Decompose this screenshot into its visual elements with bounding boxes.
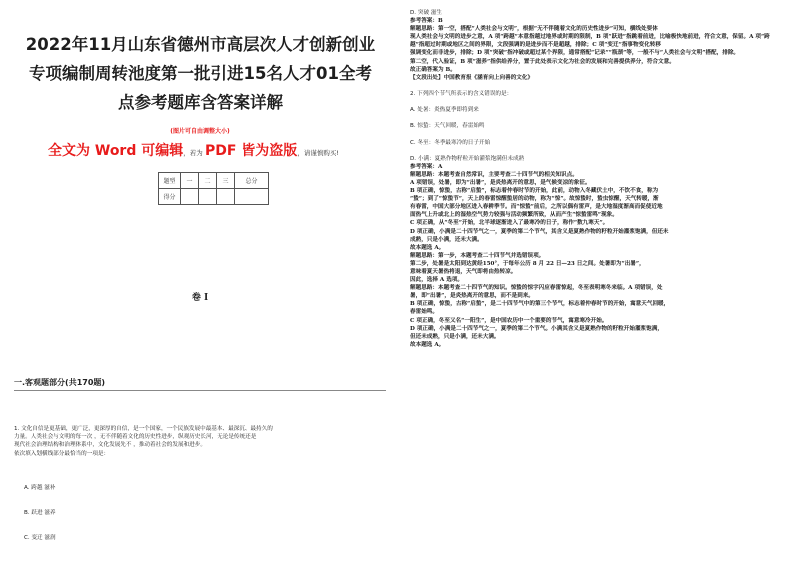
image-resize-note: (图片可自由调整大小) [170,128,230,135]
question-1-option-a: A. 跨越 滋补 [24,485,56,491]
explanation-line: C 项正确，冬至又名“一阳生”，是中国农历中一个重要的节气，寓意寒冷开始。 [410,317,608,324]
question-1-option-b: B. 跃进 滋养 [24,510,56,516]
explanation-line: D 项正确，小满是二十四节气之一，夏季的第二个节气。小满其含义是夏熟作物的籽粒开始灌浆饱满， [410,325,663,332]
answer-explanations [410,9,792,349]
score-table [158,172,269,205]
score-cell [235,189,269,205]
banner-text-2: ，请谨慎购买! [297,149,339,157]
explanation-line: C 项正确，从“冬至”开始，北半球逐渐进入了最寒冷的日子，称作“数九寒天”。 [410,220,609,227]
score-table-header-row [159,173,269,189]
section-heading: 一.客观题部分(共170题) [14,378,106,387]
score-cell: 一 [181,173,199,189]
score-cell [217,189,235,205]
explanation-line [410,114,792,122]
explanation-line: 故正确答案为 B。 [410,66,456,73]
explanation-line: A. 处暑：炎热夏季即将到来 [410,107,479,114]
explanation-line: B. 惊蛰：天气回暖，春雷始鸣 [410,123,485,130]
explanation-line [410,147,792,155]
explanation-line: 第二步，处暑是太阳到达黄经150°，于每年公历 8 月 22 日—23 日之间。处暑即为“出暑”， [410,260,645,267]
explanation-line: 但还未成熟，只是小满，还未大满。 [410,333,500,340]
stem-line: 1. 文化自信是更基础，更广泛，更深厚的自信，是一个国家，一个民族发展中最基本、最深沉、最持久的 [14,426,273,432]
explanation-line: D. 小满：夏熟作物籽粒开始灌浆饱满但未成熟 [410,155,525,162]
score-cell: 题型 [159,173,181,189]
explanation-line [410,82,792,90]
volume-title: 卷 I [191,293,209,303]
explanation-line: 强调变化而非进步，排除；D 项“突破”指冲破或超过某个界限，通常搭配“记录”“瓶颈”等，一般不与“人类社会与文明”搭配，排除。 [410,50,740,57]
page-title [18,30,383,117]
explanation-line: 成熟，只是小满，还未大满。 [410,236,483,243]
explanation-line: 参考答案：B [410,18,443,25]
banner-text-1: ，若为 [183,149,203,157]
explanation-line: 暑，即“出暑”，是炎热离开的意思，而不是到来。 [410,293,534,300]
banner-word-editable: 全文为 Word 可编辑 [48,143,184,159]
explanation-line: 解题思路：本题考查自然常识，主要考查二十四节气的相关知识点。 [410,171,578,178]
explanation-line: 故本题选 A。 [410,341,445,348]
explanation-line: 解题思路：第一空，搭配“人类社会与文明”，根据“无不伴随着文化的历史性进步”可知，横线处要体 [410,26,658,33]
stem-line: 力量。人类社会与文明的每一次 ，无不伴随着文化的历史性进步，纵观历史长河，无论是传统还是 [14,434,257,441]
explanation-line: 2. 下列四个节气所表示的含义错误的是： [410,90,513,97]
score-cell [199,189,217,205]
explanation-line: 意味着夏天暑热将退，天气即将由热转凉。 [410,269,517,275]
banner-pdf-warning: PDF 皆为盗版 [204,143,298,159]
stem-line: 依次填入划横线部分最恰当的一项是： [14,450,110,457]
score-cell [181,189,199,205]
stem-line: 现代社会治理结构和治理体系中，文化发展先不 ，推动着社会的发展和进步。 [14,442,206,449]
explanation-line: 面热气上升或北上的湿热空气势力较强与活动频繁所致，从而产生“惊蛰雷鸣”现象。 [410,212,618,219]
explanation-line: B 项正确，惊蛰，古称“启蛰”，是二十四节气中的第三个节气，标志着仲春时节的开始，寓意天气回暖， [410,301,670,308]
explanation-line: 因此，选择 A 选项。 [410,277,463,284]
explanation-line: D. 突破 滋生 [410,10,443,16]
explanation-line: A 项错误，处暑，即为“出暑”，是炎热离开的意思，是气候变凉的象征。 [410,179,591,186]
title-line-1: 2022年11月山东省德州市高层次人才创新创业 [25,35,376,54]
score-table-score-row [159,189,269,205]
score-cell: 得分 [159,189,181,205]
question-1-stem [14,425,392,458]
section-divider [14,390,386,391]
question-1-option-c: C. 变迁 滋润 [24,535,56,541]
title-line-3: 点参考题库含答案详解 [118,93,283,112]
explanation-line: 参考答案：A [410,163,443,170]
explanation-line: C. 冬至：冬季最寒冷的日子开始 [410,139,491,146]
explanation-line: 解题思路：本题考查二十四节气的知识。惊蛰的惊字闪应春雷惊起，冬至表明寒冬来临。A 项错误，处 [410,285,663,292]
explanation-line: “蛰”；到了“惊蛰节”，天上的春雷惊醒蛰居的动物，称为“惊”。故惊蛰时，蛰虫惊醒，天气转暖，渐 [410,196,659,203]
explanation-line: 解题思路：第一步，本题考查二十四节气并选错误项。 [410,252,545,259]
score-cell: 二 [199,173,217,189]
explanation-line: 春雷始鸣。 [410,309,438,316]
explanation-line: 故本题选 A。 [410,244,445,251]
explanation-line: B 项正确，惊蛰，古称“启蛰”，标志着仲春时节的开始，此前，动物入冬藏伏土中，不饮不食，称为 [410,188,659,195]
explanation-line: 有春雷，中国大部分地区进入春耕季节。而“惊蛰”前后，之所以偶有雷声，是大地湿度渐高而促使近地 [410,204,663,211]
explanation-line: 【文段出处】中国教育报《涵育向上向善的文化》 [410,74,534,81]
explanation-line [410,98,792,106]
copyright-banner [48,140,378,160]
explanation-line: 第二空，代入验证，B 项“滋养”指供给养分，置于此处表示文化为社会的发展和完善提供养分，符合文意。 [410,58,675,65]
explanation-line: 越”指超过时期或地区之间的界限，文段强调的是进步而不是超越，排除；C 项“变迁”指事物变化转移 [410,42,661,49]
score-cell: 三 [217,173,235,189]
explanation-line: 现人类社会与文明的进步之意，A 项“跨越”本意指越过地界或时期的限制，B 项“跃进”指跳着前进，比喻极快地前进，符合文意，保留。A 项“跨 [410,34,770,41]
explanation-line [410,130,792,138]
explanation-line: D 项正确，小满是二十四节气之一，夏季的第二个节气，其含义是夏熟作物的籽粒开始灌浆饱满，但还未 [410,228,669,235]
title-line-2: 专项编制周转池度第一批引进15名人才01全考 [29,64,372,83]
score-cell: 总分 [235,173,269,189]
